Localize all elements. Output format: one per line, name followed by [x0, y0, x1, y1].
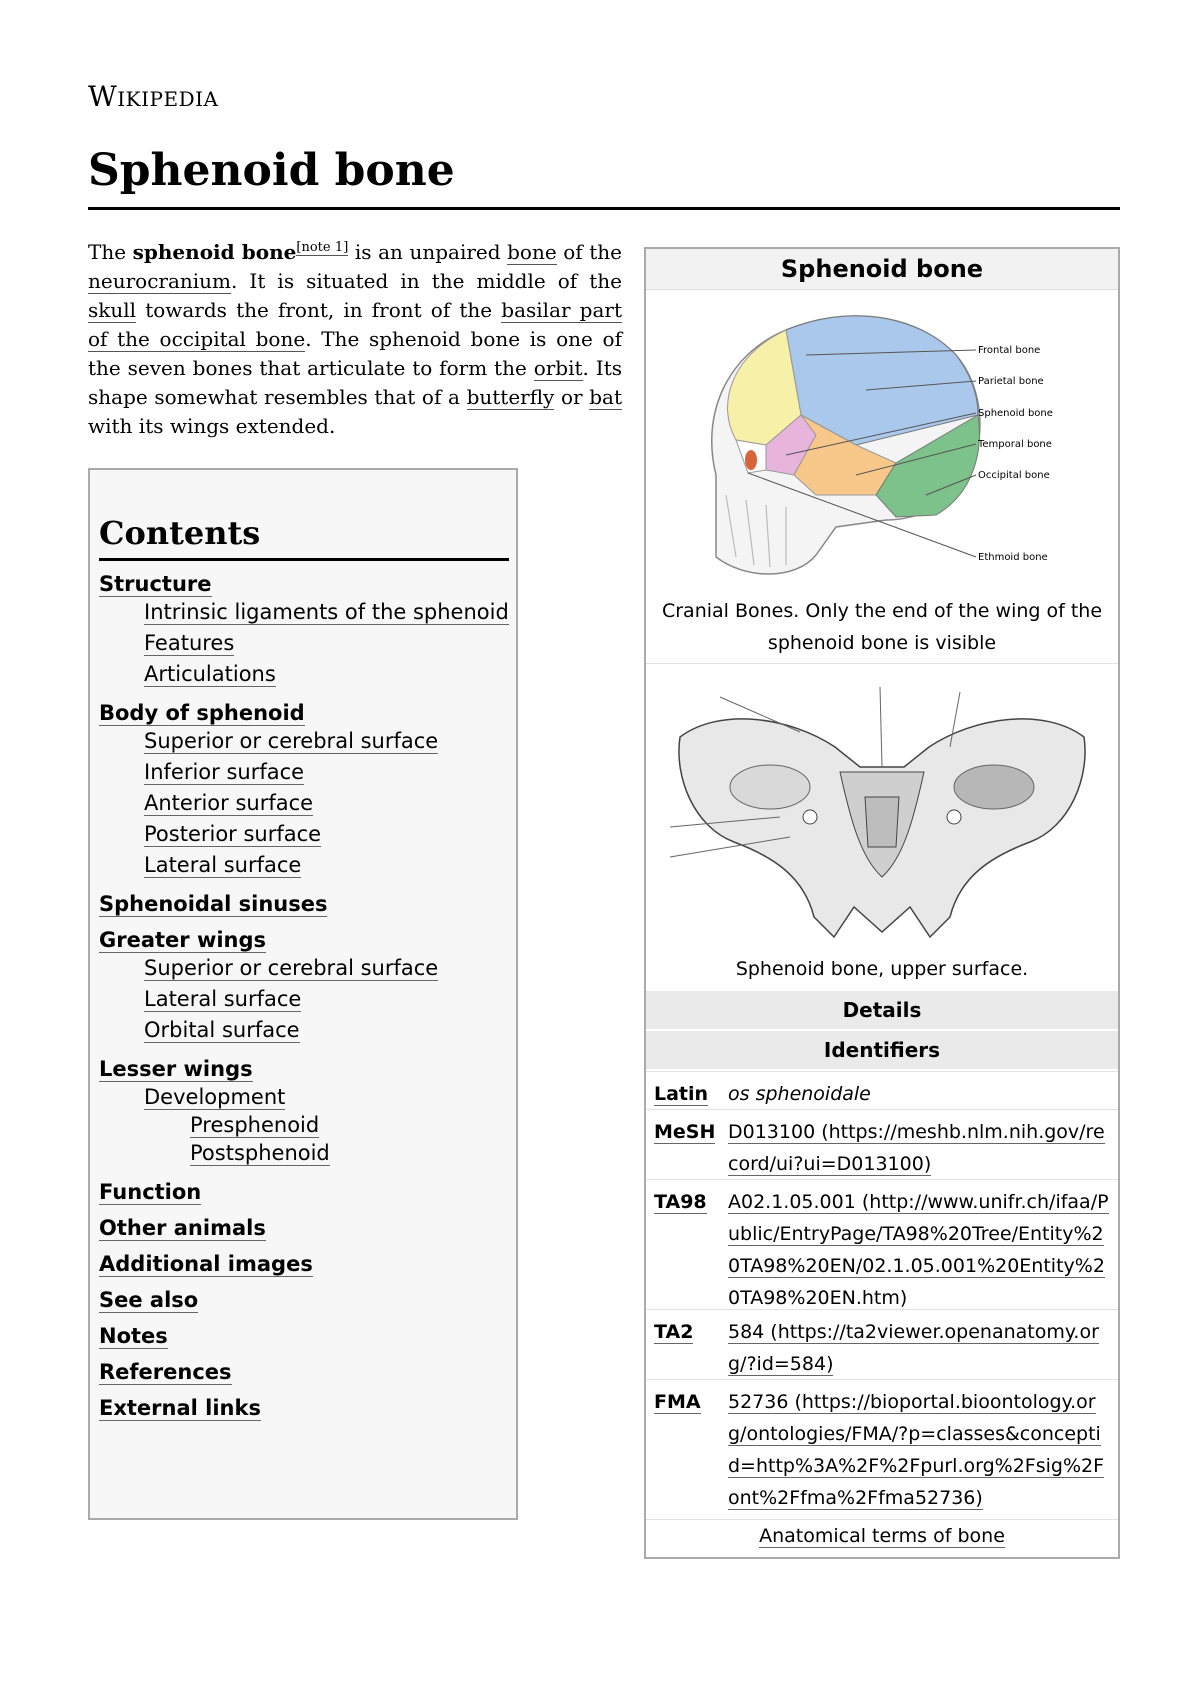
bold-term: sphenoid bone [132, 240, 297, 264]
toc-item-label: Greater wings [99, 928, 267, 952]
toc-item-label: Body of sphenoid [99, 701, 305, 725]
toc-item[interactable] [99, 1251, 313, 1277]
link-bat[interactable]: bat [589, 385, 622, 409]
row-value: os sphenoidale [728, 1083, 871, 1105]
toc-item[interactable] [99, 1359, 232, 1385]
infobox-row-ta2 [646, 1309, 1118, 1380]
toc-item[interactable] [144, 852, 301, 878]
toc-item-label: Lateral surface [144, 853, 302, 877]
label-ethmoid-bone: Ethmoid bone [978, 552, 1048, 563]
toc-item-label: Other animals [99, 1216, 266, 1240]
row-label[interactable]: TA98 [654, 1191, 707, 1213]
toc-item-label: Anterior surface [144, 791, 314, 815]
toc-item[interactable] [144, 955, 438, 981]
caption-divider [646, 663, 1118, 664]
toc-item-label: References [99, 1360, 232, 1384]
infobox-row-ta98 [646, 1179, 1118, 1310]
image-caption-sphenoid: Sphenoid bone, upper surface. [735, 958, 1029, 980]
infobox-row-fma [646, 1379, 1118, 1520]
row-value-link[interactable]: 52736 (https://bioportal.bioontology.org/ontologies/FMA/?p=classes&conceptid=http%3A%2F%2Fpurl.org%2Fsig%2Font%2Ffma%2Ffma52736) [728, 1391, 1105, 1509]
toc-item-label: Presphenoid [190, 1113, 320, 1137]
toc-item[interactable] [99, 927, 266, 953]
toc-item-label: Superior or cerebral surface [144, 729, 439, 753]
toc-item[interactable] [144, 759, 304, 785]
toc-item-label: Inferior surface [144, 760, 305, 784]
toc-item[interactable] [190, 1140, 330, 1166]
intro-paragraph: The sphenoid bone[note 1] is an unpaired bone of the neurocranium. It is situated in the middle of the skull towards the front, in front of the basilar part of the occipital bone. The sphenoid bone is one of the seven bones that articulate to form the orbit. Its shape somewhat resembles that of a butterfly or bat with its wings extended. [88, 240, 623, 438]
link-bone[interactable]: bone [507, 240, 557, 264]
toc-title: Contents [99, 514, 261, 552]
toc-item[interactable] [99, 1287, 198, 1313]
image-caption-skull: Cranial Bones. Only the end of the wing of the sphenoid bone is visible [661, 600, 1103, 654]
label-frontal-bone: Frontal bone [978, 345, 1041, 356]
toc-item[interactable] [144, 1017, 300, 1043]
toc-item-label: Intrinsic ligaments of the sphenoid [144, 600, 509, 624]
row-label[interactable]: FMA [654, 1391, 701, 1413]
toc-item-label: Articulations [144, 662, 276, 686]
link-neurocranium[interactable]: neurocranium [88, 269, 232, 293]
toc-item-label: Lesser wings [99, 1057, 253, 1081]
toc-item[interactable] [144, 728, 438, 754]
label-parietal-bone: Parietal bone [978, 376, 1044, 387]
toc-item-label: Superior or cerebral surface [144, 956, 439, 980]
row-value-link[interactable]: D013100 (https://meshb.nlm.nih.gov/record/ui?ui=D013100) [728, 1121, 1105, 1175]
link-skull[interactable]: skull [88, 298, 137, 322]
toc-item[interactable] [144, 821, 321, 847]
toc-item[interactable] [144, 1084, 285, 1110]
page-title: Sphenoid bone [88, 145, 455, 196]
toc-item-label: Features [144, 631, 235, 655]
toc-item[interactable] [144, 599, 509, 625]
toc-item[interactable] [99, 700, 305, 726]
table-of-contents [88, 468, 518, 1520]
toc-item[interactable] [99, 1056, 253, 1082]
link-basilar-part[interactable]: basilar part of the occipital bone [88, 298, 623, 351]
row-label[interactable]: Latin [654, 1083, 709, 1105]
link-orbit[interactable]: orbit [533, 356, 583, 380]
toc-item-label: Lateral surface [144, 987, 302, 1011]
row-label[interactable]: TA2 [654, 1321, 694, 1343]
toc-item[interactable] [144, 790, 313, 816]
toc-item-label: Additional images [99, 1252, 313, 1276]
identifiers-header: Identifiers [646, 1031, 1118, 1069]
skull-diagram-image[interactable] [666, 295, 1106, 585]
toc-item-label: External links [99, 1396, 261, 1420]
toc-item-label: Orbital surface [144, 1018, 300, 1042]
toc-item-label: Posterior surface [144, 822, 322, 846]
infobox [644, 247, 1120, 1559]
toc-item-label: Function [99, 1180, 202, 1204]
infobox-row-latin [646, 1071, 1118, 1110]
toc-item[interactable] [144, 661, 276, 687]
infobox-row-mesh [646, 1109, 1118, 1180]
toc-item-label: Development [144, 1085, 286, 1109]
row-value-link[interactable]: 584 (https://ta2viewer.openanatomy.org/?id=584) [728, 1321, 1099, 1375]
toc-item[interactable] [99, 1395, 261, 1421]
toc-item[interactable] [99, 571, 212, 597]
toc-item[interactable] [99, 1323, 168, 1349]
toc-item[interactable] [99, 1179, 201, 1205]
label-temporal-bone: Temporal bone [978, 439, 1052, 450]
wikipedia-logo[interactable]: Wikipedia [88, 80, 219, 113]
details-header: Details [646, 991, 1118, 1029]
toc-item-label: Sphenoidal sinuses [99, 892, 328, 916]
note-ref[interactable]: [note 1] [296, 240, 349, 256]
infobox-title: Sphenoid bone [646, 249, 1118, 290]
toc-divider [99, 558, 509, 561]
toc-item-label: Postsphenoid [190, 1141, 330, 1165]
toc-item[interactable] [99, 1215, 266, 1241]
title-divider [88, 207, 1120, 210]
toc-item-label: See also [99, 1288, 199, 1312]
toc-item[interactable] [144, 986, 301, 1012]
label-sphenoid-bone: Sphenoid bone [978, 408, 1053, 419]
toc-item[interactable] [99, 891, 327, 917]
infobox-footer-link[interactable]: Anatomical terms of bone [646, 1519, 1118, 1552]
link-butterfly[interactable]: butterfly [466, 385, 555, 409]
label-occipital-bone: Occipital bone [978, 470, 1050, 481]
sphenoid-upper-surface-image[interactable] [660, 677, 1104, 947]
toc-item-label: Notes [99, 1324, 168, 1348]
toc-item[interactable] [144, 630, 234, 656]
toc-item[interactable] [190, 1112, 319, 1138]
toc-item-label: Structure [99, 572, 212, 596]
row-value-link[interactable]: A02.1.05.001 (http://www.unifr.ch/ifaa/Public/EntryPage/TA98%20Tree/Entity%20TA98%20EN/02.1.05.001%20Entity%20TA98%20EN.htm) [728, 1191, 1109, 1309]
row-label[interactable]: MeSH [654, 1121, 716, 1143]
